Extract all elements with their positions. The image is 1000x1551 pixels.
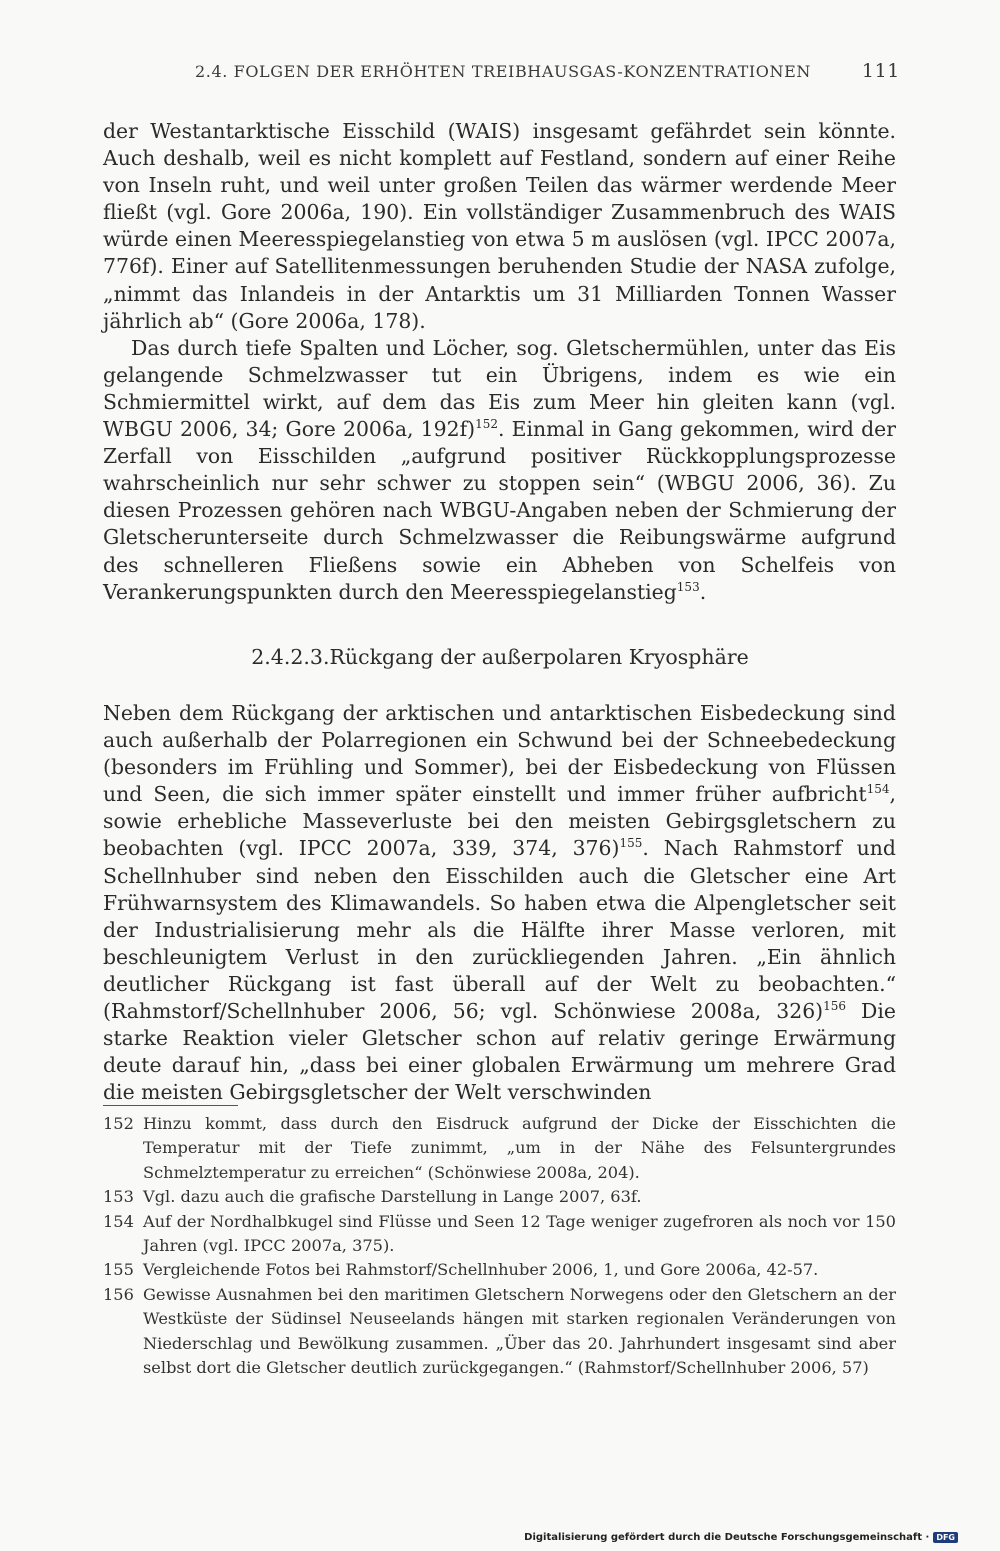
- running-header-title: 2.4. FOLGEN DER ERHÖHTEN TREIBHAUSGAS-KONZENTRATIONEN: [195, 62, 811, 81]
- footnote: [103, 1112, 896, 1185]
- footnote-divider: [103, 1105, 238, 1106]
- footnote-number: 153: [103, 1187, 134, 1207]
- footnote-text: Vergleichende Fotos bei Rahmstorf/Schellnhuber 2006, 1, und Gore 2006a, 42-57.: [143, 1260, 819, 1280]
- footnote: [103, 1283, 896, 1381]
- body-text-top: [103, 118, 896, 606]
- footnote: [103, 1258, 896, 1282]
- paragraph: Das durch tiefe Spalten und Löcher, sog. Gletschermühlen, unter das Eis gelangende Schmelzwasser tut ein Übrigens, indem es wie ein Schmiermittel wirkt, auf dem das Eis zum Meer hin gleiten kann (vgl. WBGU 2006, 34; Gore 2006a, 192f)$^{152}$. Einmal in Gang gekommen, wird der Zerfall von Eisschilden „aufgrund positiver Rückkopplungsprozesse wahrscheinlich nur sehr schwer zu stoppen sein“ (WBGU 2006, 36). Zu diesen Prozessen gehören nach WBGU-Angaben neben der Schmierung der Gletscherunterseite durch Schmelzwasser die Reibungswärme aufgrund des schnelleren Fließens sowie ein Abheben von Schelfeis von Verankerungspunkten durch den Meeresspiegelanstieg$^{153}$.: [103, 335, 896, 604]
- footnote-number: 154: [103, 1211, 134, 1231]
- footnote-ref[interactable]: 155: [619, 836, 643, 851]
- credit-text: Digitalisierung gefördert durch die Deutsche Forschungsgemeinschaft ·: [524, 1532, 930, 1543]
- footnote: [103, 1185, 896, 1209]
- footnote-text: Vgl. dazu auch die grafische Darstellung in Lange 2007, 63f.: [143, 1187, 642, 1207]
- page-number: 111: [861, 60, 900, 82]
- dfg-logo-icon: DFG: [933, 1532, 958, 1543]
- footnote-ref[interactable]: 156: [823, 999, 847, 1014]
- footnote-ref[interactable]: 153: [676, 579, 700, 594]
- footnote-text: Auf der Nordhalbkugel sind Flüsse und Seen 12 Tage weniger zugefroren als noch vor 150 Jahren (vgl. IPCC 2007a, 375).: [143, 1211, 896, 1256]
- footnote-ref[interactable]: 154: [866, 782, 890, 797]
- paragraph: der Westantarktische Eisschild (WAIS) insgesamt gefährdet sein könnte. Auch deshalb, weil es nicht komplett auf Festland, sondern auf einer Reihe von Inseln ruht, und weil unter großen Teilen das wärmer werdende Meer fließt (vgl. Gore 2006a, 190). Ein vollständiger Zusammenbruch des WAIS würde einen Meeresspiegelanstieg von etwa 5 m auslösen (vgl. IPCC 2007a, 776f). Einer auf Satellitenmessungen beruhenden Studie der NASA zufolge, „nimmt das Inlandeis in der Antarktis um 31 Milliarden Tonnen Wasser jährlich ab“ (Gore 2006a, 178).: [103, 119, 896, 333]
- digitization-credit: [524, 1532, 958, 1543]
- body-text-section: [103, 700, 896, 1106]
- footnote-number: 155: [103, 1260, 134, 1280]
- footnote-text: Gewisse Ausnahmen bei den maritimen Gletschern Norwegens oder den Gletschern an der Westküste der Südinsel Neuseelands hängen mit starken regionalen Veränderungen von Niederschlag und Bewölkung zusammen. „Über das 20. Jahrhundert insgesamt sind aber selbst dort die Gletscher deutlich zurückgegangen.“ (Rahmstorf/Schellnhuber 2006, 57): [143, 1284, 896, 1378]
- footnotes: [103, 1112, 896, 1380]
- section-heading: 2.4.2.3.Rückgang der außerpolaren Kryosphäre: [251, 645, 749, 669]
- footnote-number: 152: [103, 1114, 134, 1133]
- footnote-ref[interactable]: 152: [475, 417, 498, 432]
- footnote-number: 156: [103, 1284, 134, 1304]
- paragraph: Neben dem Rückgang der arktischen und antarktischen Eisbedeckung sind auch außerhalb der Polarregionen ein Schwund bei der Schneebedeckung (besonders im Frühling und Sommer), bei der Eisbedeckung von Flüssen und Seen, die sich immer später einstellt und immer früher aufbricht$^{154}$, sowie erhebliche Masseverluste bei den meisten Gebirgsgletschern zu beobachten (vgl. IPCC 2007a, 339, 374, 376)$^{155}$. Nach Rahmstorf und Schellnhuber sind neben den Eisschilden auch die Gletscher eine Art Frühwarnsystem des Klimawandels. So haben etwa die Alpengletscher seit der Industrialisierung mehr als die Hälfte ihrer Masse verloren, mit beschleunigtem Verlust in den zurückliegenden Jahren. „Ein ähnlich deutlicher Rückgang ist fast überall auf der Welt zu beobachten.“ (Rahmstorf/Schellnhuber 2006, 56; vgl. Schönwiese 2008a, 326)$^{156}$ Die starke Reaktion vieler Gletscher schon auf relativ geringe Erwärmung deute darauf hin, „dass bei einer globalen Erwärmung um mehrere Grad die meisten Gebirgsgletscher der Welt verschwinden: [103, 701, 896, 1105]
- footnote-text: Hinzu kommt, dass durch den Eisdruck aufgrund der Dicke der Eisschichten die Temperatur mit der Tiefe zunimmt, „um in der Nähe des Felsuntergrundes Schmelztemperatur zu erreichen“ (Schönwiese 2008a, 204).: [143, 1114, 896, 1182]
- footnote: [103, 1210, 896, 1259]
